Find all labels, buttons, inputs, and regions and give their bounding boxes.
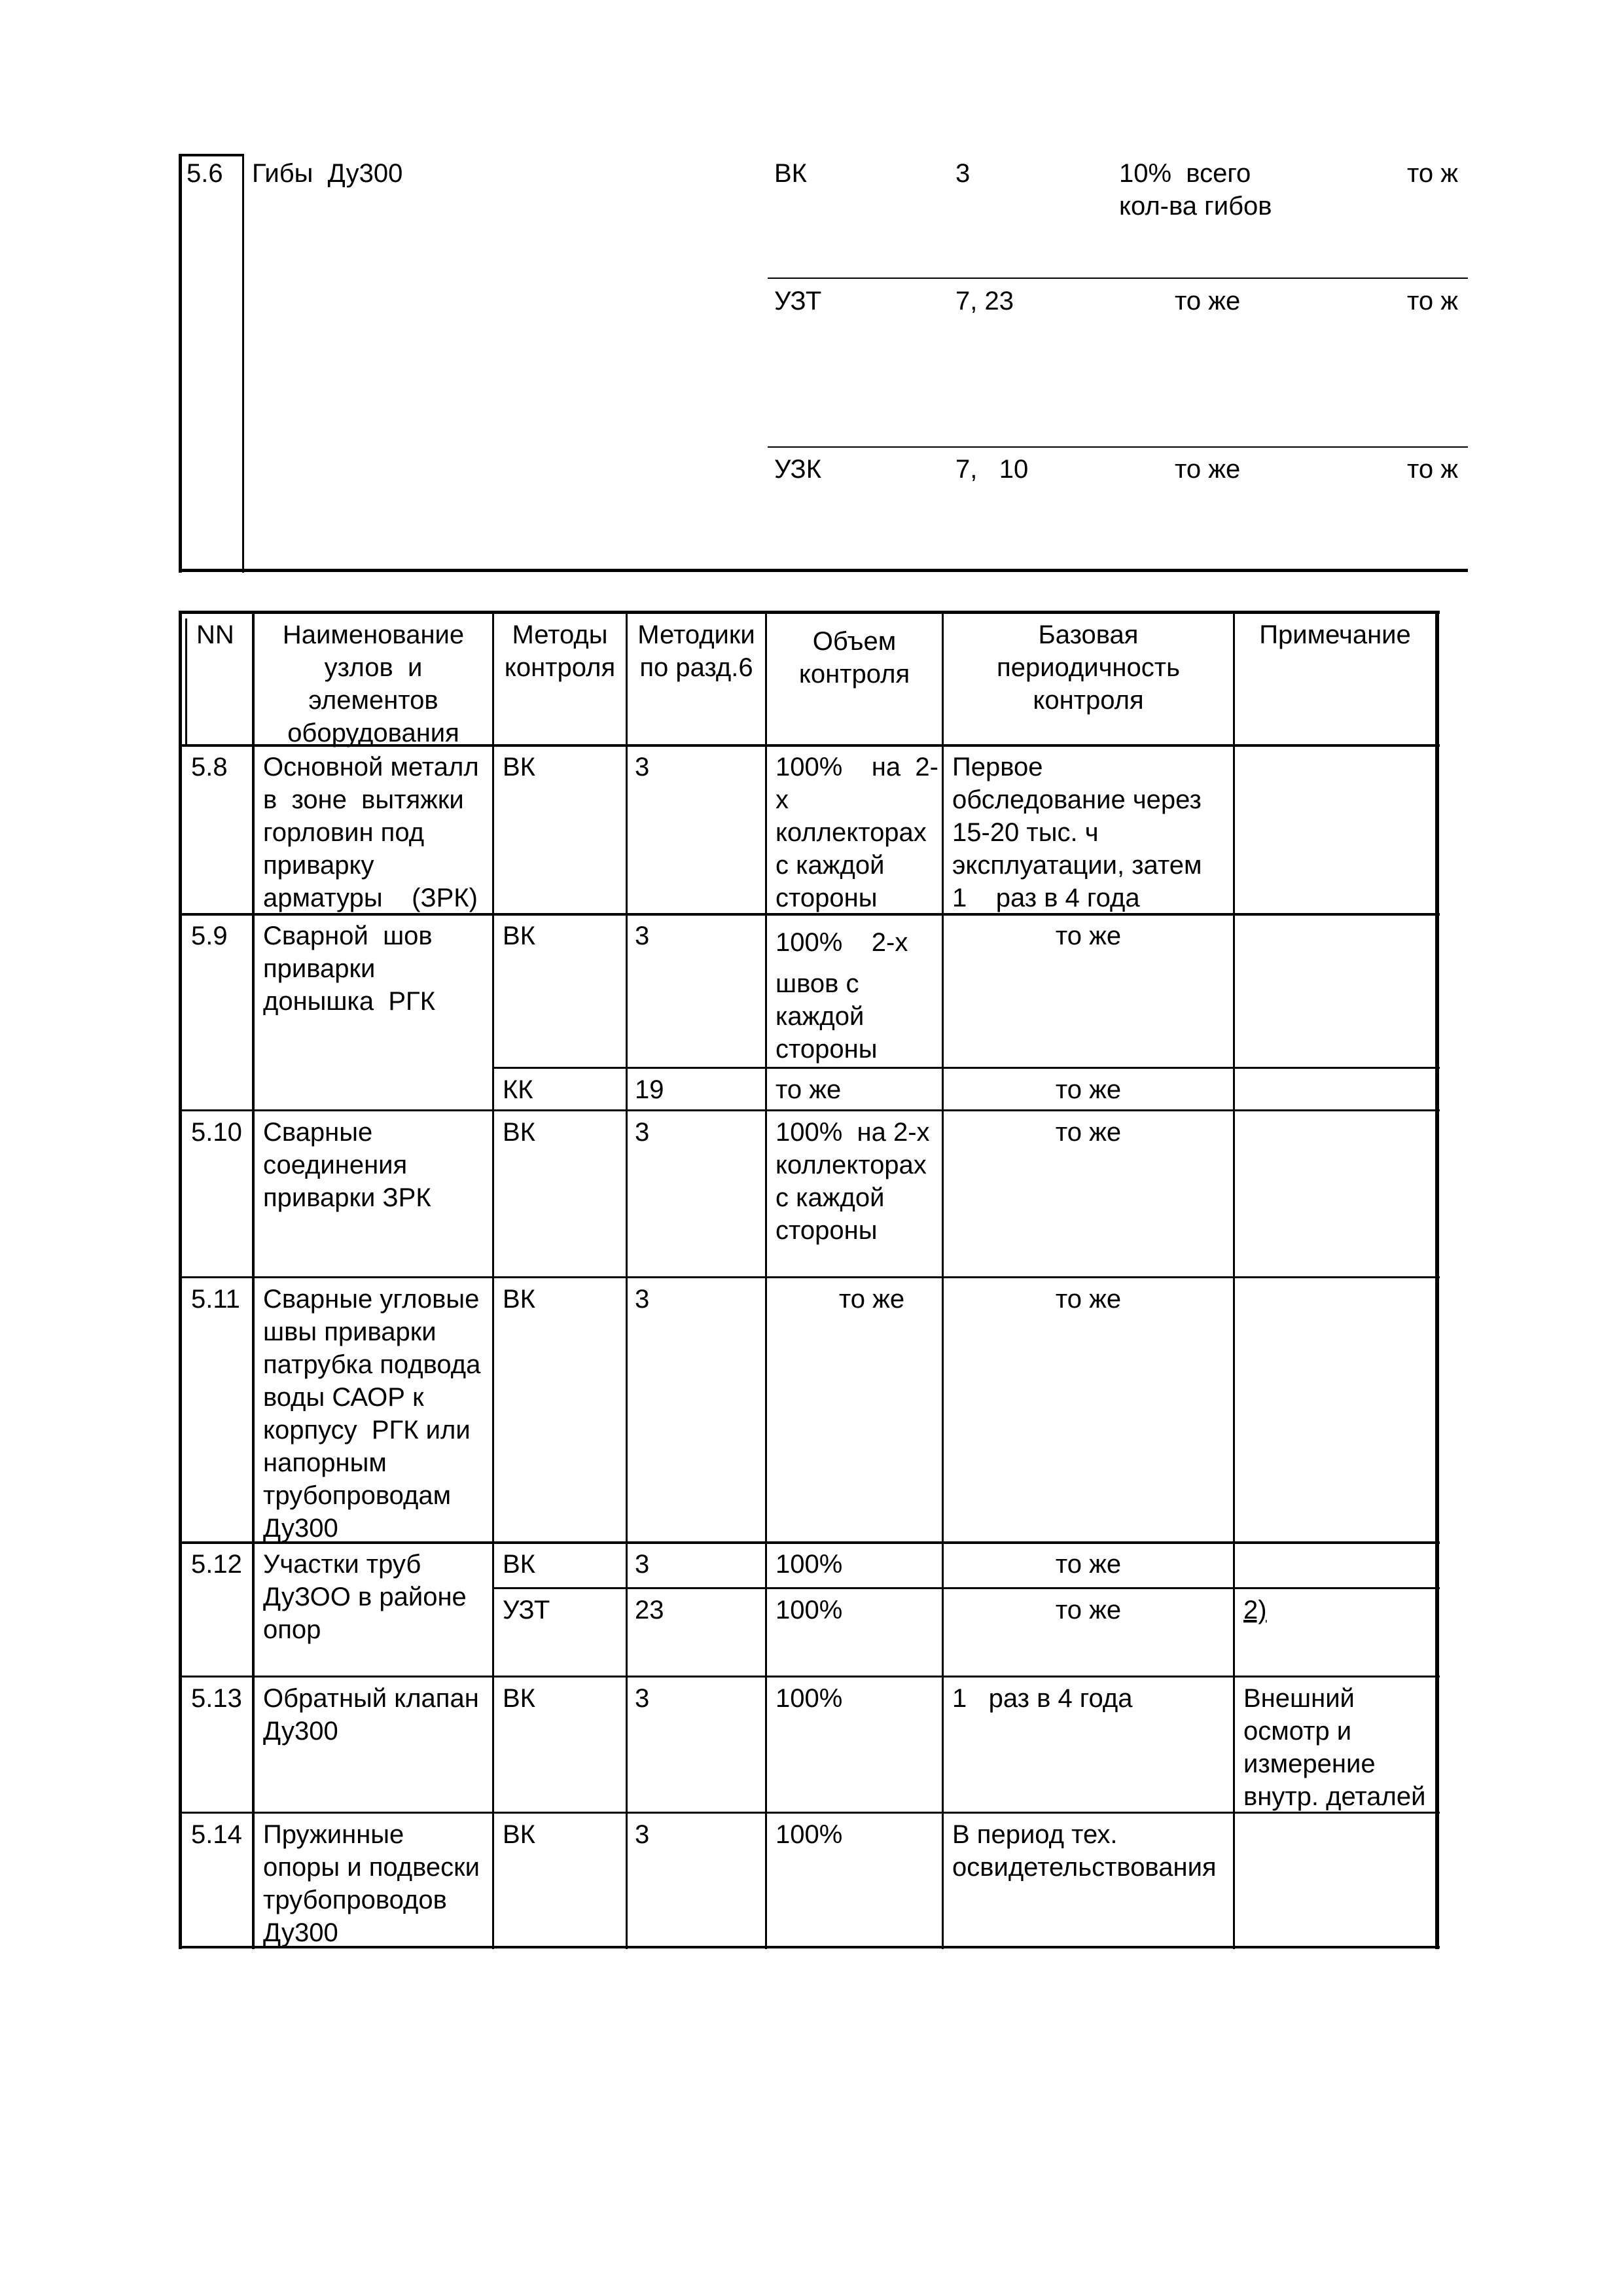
- method-cell: ВК: [774, 159, 807, 188]
- methodics-cell: 19: [635, 1075, 664, 1104]
- table-bottom-border: [179, 1946, 1440, 1948]
- methodics-cell: 3: [635, 753, 650, 781]
- nn-header-inner-border: [185, 619, 187, 744]
- method-cell: КК: [503, 1075, 533, 1104]
- period-cell: то же: [1055, 1596, 1122, 1624]
- name-cell: в зоне вытяжки: [263, 785, 464, 814]
- table-left-border: [179, 611, 182, 1949]
- col-divider-volume: [942, 611, 944, 1949]
- volume-cell: с каждой: [776, 1183, 885, 1212]
- name-cell: горловин под: [263, 818, 425, 847]
- period-cell: то же: [1055, 1118, 1122, 1147]
- methodics-cell: 3: [635, 1684, 650, 1713]
- top-table-row-divider: [768, 446, 1468, 448]
- top-table-row-divider: [768, 278, 1468, 279]
- row-separator: [179, 1541, 1440, 1544]
- name-cell: донышка РГК: [263, 987, 436, 1016]
- header-name: оборудования: [287, 719, 459, 747]
- period-cell: 1 раз в 4 года: [952, 884, 1140, 912]
- row-separator: [179, 1276, 1440, 1278]
- volume-cell: 100% на 2-х: [776, 1118, 930, 1147]
- period-cell: 15-20 тыс. ч: [952, 818, 1099, 847]
- volume-cell: стороны: [776, 884, 878, 912]
- name-cell: Участки труб: [263, 1550, 421, 1579]
- name-cell: приварки ЗРК: [263, 1183, 431, 1212]
- row-number: 5.13: [191, 1684, 242, 1713]
- period-cell: эксплуатации, затем: [952, 851, 1202, 880]
- name-cell: опор: [263, 1615, 321, 1644]
- name-cell: Ду300: [263, 1514, 338, 1543]
- volume-cell: швов с: [776, 969, 859, 998]
- note-cell: измерение: [1243, 1749, 1376, 1778]
- period-cell: освидетельствования: [952, 1853, 1217, 1882]
- subrow-separator: [492, 1067, 1440, 1069]
- period-cell: то ж: [1407, 455, 1458, 484]
- period-cell: 1 раз в 4 года: [952, 1684, 1133, 1713]
- methodics-cell: 7, 23: [955, 287, 1014, 315]
- header-period: контроля: [1033, 686, 1144, 715]
- volume-cell: стороны: [776, 1216, 878, 1245]
- name-cell: арматуры (ЗРК): [263, 884, 478, 912]
- row-separator: [179, 1676, 1440, 1677]
- header-volume: контроля: [798, 660, 910, 689]
- volume-cell: то же: [1175, 287, 1241, 315]
- name-cell: воды САОР к: [263, 1383, 424, 1412]
- col-divider-methodics: [765, 611, 767, 1949]
- item-name: Гибы Ду300: [252, 159, 403, 188]
- name-cell: корпусу РГК или: [263, 1416, 471, 1444]
- note-cell: осмотр и: [1243, 1717, 1352, 1746]
- top-table-left-border: [179, 154, 182, 573]
- row-number: 5.10: [191, 1118, 242, 1147]
- note-cell: внутр. деталей: [1243, 1782, 1426, 1811]
- name-cell: соединения: [263, 1151, 408, 1179]
- name-cell: приварку: [263, 851, 374, 880]
- volume-cell: 100% на 2-: [776, 753, 938, 781]
- col-divider-nn: [252, 611, 255, 1949]
- methodics-cell: 3: [635, 922, 650, 950]
- period-cell: то же: [1055, 1075, 1122, 1104]
- period-cell: обследование через: [952, 785, 1202, 814]
- volume-cell: кол-ва гибов: [1119, 192, 1272, 221]
- header-name: узлов и: [324, 653, 423, 682]
- name-cell: Ду300: [263, 1717, 338, 1746]
- volume-cell: то же: [1175, 455, 1241, 484]
- method-cell: ВК: [503, 1550, 535, 1579]
- name-cell: ДуЗОО в районе: [263, 1583, 467, 1611]
- method-cell: ВК: [503, 1285, 535, 1314]
- period-cell: то же: [1055, 1285, 1122, 1314]
- method-cell: ВК: [503, 1684, 535, 1713]
- col-divider-period: [1233, 611, 1235, 1949]
- name-cell: Пружинные: [263, 1820, 404, 1849]
- volume-cell: то же: [838, 1285, 905, 1314]
- name-cell: трубопроводам: [263, 1481, 452, 1510]
- top-table-bottom-border: [179, 569, 1468, 572]
- header-period: периодичность: [997, 653, 1180, 682]
- volume-cell: 100% 2-х: [776, 928, 908, 957]
- row-number: 5.9: [191, 922, 228, 950]
- method-cell: ВК: [503, 1820, 535, 1849]
- period-cell: Первое: [952, 753, 1043, 781]
- volume-cell: стороны: [776, 1035, 878, 1064]
- header-period: Базовая: [1038, 620, 1139, 649]
- row-separator: [179, 1109, 1440, 1111]
- method-cell: ВК: [503, 1118, 535, 1147]
- volume-cell: 100%: [776, 1596, 843, 1624]
- row-number: 5.14: [191, 1820, 242, 1849]
- table-right-border: [1435, 611, 1439, 1949]
- methodics-cell: 3: [635, 1820, 650, 1849]
- method-cell: ВК: [503, 922, 535, 950]
- methodics-cell: 23: [635, 1596, 664, 1624]
- volume-cell: коллекторах: [776, 1151, 927, 1179]
- name-cell: Сварной шов: [263, 922, 433, 950]
- volume-cell: 100%: [776, 1684, 843, 1713]
- col-divider-name: [492, 611, 494, 1949]
- volume-cell: коллекторах: [776, 818, 927, 847]
- volume-cell: каждой: [776, 1002, 865, 1031]
- volume-cell: 100%: [776, 1820, 843, 1849]
- name-cell: Сварные: [263, 1118, 373, 1147]
- name-cell: Ду300: [263, 1918, 338, 1947]
- name-cell: Основной металл: [263, 753, 479, 781]
- volume-cell: х: [776, 785, 789, 814]
- header-name: элементов: [308, 686, 438, 715]
- name-cell: приварки: [263, 954, 376, 983]
- period-cell: то ж: [1407, 287, 1458, 315]
- table-top-border: [179, 611, 1440, 614]
- top-table-top-border: [179, 154, 244, 156]
- period-cell: В период тех.: [952, 1820, 1118, 1849]
- header-note: Примечание: [1259, 620, 1411, 649]
- header-name: Наименование: [282, 620, 465, 649]
- header-methodics: Методики: [637, 620, 755, 649]
- name-cell: трубопроводов: [263, 1886, 447, 1914]
- row-number: 5.11: [191, 1285, 240, 1314]
- name-cell: швы приварки: [263, 1318, 437, 1346]
- col-divider-methods: [626, 611, 628, 1949]
- top-table-nn-divider: [242, 154, 244, 573]
- row-number: 5.6: [187, 159, 223, 188]
- footnote-link[interactable]: 2): [1243, 1596, 1267, 1624]
- method-cell: УЗТ: [774, 287, 822, 315]
- methodics-cell: 3: [635, 1550, 650, 1579]
- note-cell: Внешний: [1243, 1684, 1355, 1713]
- name-cell: опоры и подвески: [263, 1853, 480, 1882]
- methodics-cell: 3: [635, 1285, 650, 1314]
- period-cell: то же: [1055, 1550, 1122, 1579]
- header-methods: контроля: [504, 653, 616, 682]
- name-cell: Сварные угловые: [263, 1285, 480, 1314]
- method-cell: ВК: [503, 753, 535, 781]
- row-number: 5.8: [191, 753, 228, 781]
- name-cell: Обратный клапан: [263, 1684, 479, 1713]
- volume-cell: то же: [776, 1075, 842, 1104]
- name-cell: патрубка подвода: [263, 1350, 481, 1379]
- header-nn: NN: [196, 620, 234, 649]
- header-methodics: по разд.6: [639, 653, 753, 682]
- methodics-cell: 3: [635, 1118, 650, 1147]
- volume-cell: 10% всего: [1119, 159, 1251, 188]
- period-cell: то же: [1055, 922, 1122, 950]
- volume-cell: с каждой: [776, 851, 885, 880]
- methodics-cell: 7, 10: [955, 455, 1029, 484]
- name-cell: напорным: [263, 1448, 387, 1477]
- row-number: 5.12: [191, 1550, 242, 1579]
- subrow-separator: [492, 1587, 1440, 1589]
- header-volume: Объем: [812, 627, 897, 656]
- method-cell: УЗК: [774, 455, 821, 484]
- method-cell: УЗТ: [503, 1596, 550, 1624]
- period-cell: то ж: [1407, 159, 1458, 188]
- header-methods: Методы: [512, 620, 608, 649]
- volume-cell: 100%: [776, 1550, 843, 1579]
- methodics-cell: 3: [955, 159, 971, 188]
